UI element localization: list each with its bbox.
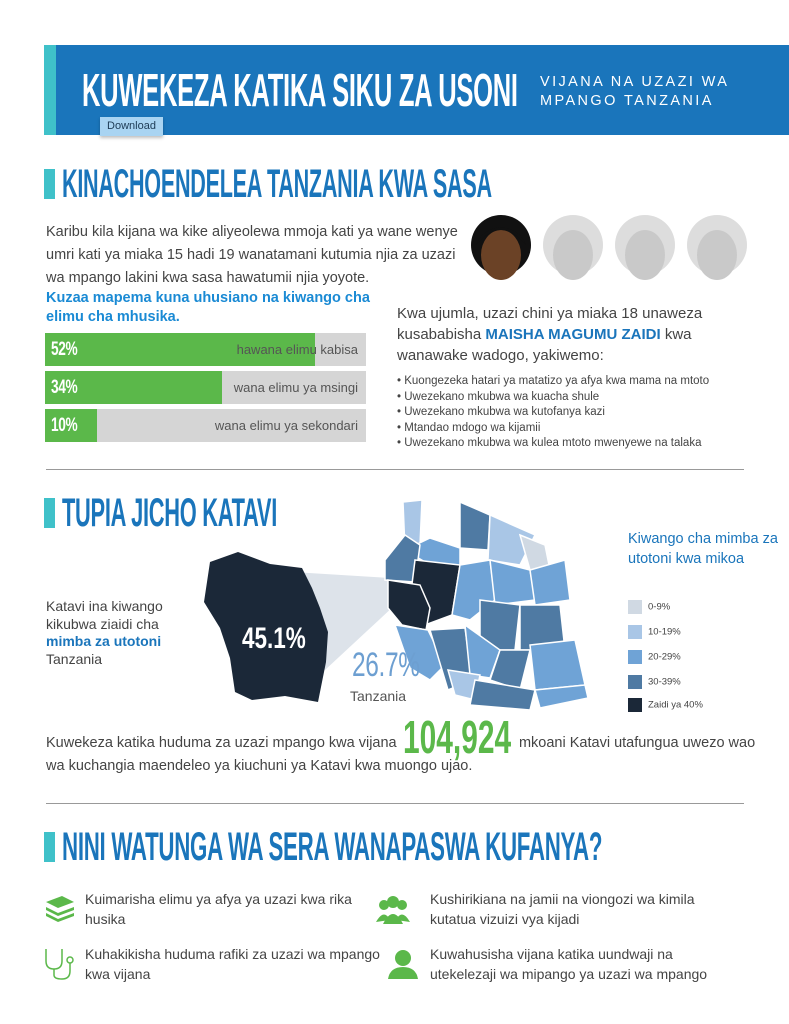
- header-banner: [44, 45, 789, 135]
- legend-item: [628, 698, 703, 712]
- action-item: Kuimarisha elimu ya afya ya uzazi kwa rika husika: [85, 891, 352, 927]
- stethoscope-icon: [42, 947, 76, 981]
- legend-swatch: [628, 650, 642, 664]
- heading-accent: [44, 832, 55, 862]
- legend-item: [628, 650, 681, 664]
- risk-item-text: Uwezekano mkubwa wa kulea mtoto mwenyewe na talaka: [404, 437, 702, 450]
- heading-text: NINI WATUNGA WA SERA WANAPASWA KUFANYA?: [62, 825, 603, 869]
- legend-label: 30-39%: [648, 676, 681, 688]
- legend-label: 20-29%: [648, 651, 681, 663]
- legend-label: 0-9%: [648, 601, 671, 613]
- legend-swatch: [628, 600, 642, 614]
- education-bar: [45, 409, 366, 442]
- face-grey-icon: [614, 215, 676, 285]
- legend-label: Zaidi ya 40%: [648, 699, 703, 711]
- risk-list-item: • Kuongezeka hatari ya matatizo ya afya kwa mama na mtoto: [397, 375, 710, 387]
- risk-text-post: kwa wanawake wadogo, yakiwemo:: [397, 326, 692, 364]
- risk-emphasis: MAISHA MAGUMU ZAIDI: [485, 326, 661, 343]
- tanzania-map: [190, 490, 610, 720]
- katavi-text: [46, 598, 176, 668]
- national-percentage: 26.7%: [352, 646, 420, 684]
- risk-text-pre: Kwa ujumla, uzazi chini ya miaka 18 unaweza kusababisha: [397, 305, 703, 343]
- bar-percentage: 34%: [51, 377, 78, 398]
- subtitle-line: VIJANA NA UZAZI WA: [540, 74, 730, 90]
- bar-percentage: 52%: [51, 339, 78, 360]
- divider: [46, 803, 744, 804]
- bar-label: hawana elimu kabisa: [236, 342, 358, 357]
- legend-swatch: [628, 698, 642, 712]
- youth-count: 104,924: [402, 711, 511, 763]
- heading-text: TUPIA JICHO KATAVI: [62, 491, 277, 535]
- heading-text: KINACHOENDELEA TANZANIA KWA SASA: [62, 162, 492, 206]
- risk-list-item: • Uwezekano mkubwa wa kuacha shule: [397, 390, 600, 403]
- legend-swatch: [628, 675, 642, 689]
- risk-text: [397, 303, 757, 366]
- education-bar: [45, 333, 366, 366]
- risk-list-item: • Uwezekano mkubwa wa kulea mtoto mwenyewe na talaka: [397, 437, 702, 450]
- katavi-emphasis: mimba za utotoni: [46, 633, 162, 649]
- legend-swatch: [628, 625, 642, 639]
- action-item: Kuwahusisha vijana katika uundwaji na utekelezaji wa mipango ya uzazi wa mpango: [430, 946, 708, 982]
- books-icon: [42, 892, 76, 926]
- legend-item: [628, 625, 681, 639]
- katavi-text-post: Tanzania: [46, 650, 103, 667]
- map-region: [520, 535, 550, 570]
- legend-item: [628, 600, 670, 614]
- risk-item-text: Mtandao mdogo wa kijamii: [404, 421, 541, 434]
- page-title: KUWEKEZA KATIKA SIKU ZA USONI: [82, 64, 518, 116]
- download-button[interactable]: Download: [100, 117, 163, 136]
- legend-label: 10-19%: [648, 626, 681, 638]
- face-highlighted-icon: [470, 215, 532, 285]
- risk-list-item: • Mtandao mdogo wa kijamii: [397, 421, 541, 434]
- invest-text-pre: Kuwekeza katika huduma za uzazi mpango kwa vijana: [46, 735, 401, 751]
- person-icon: [386, 947, 420, 981]
- page-subtitle: [540, 73, 729, 111]
- education-bar: [45, 371, 366, 404]
- national-label: Tanzania: [350, 688, 407, 704]
- legend-title: Kiwango cha mimba za utotoni kwa mikoa: [628, 531, 778, 567]
- katavi-percentage: 45.1%: [242, 620, 306, 655]
- bar-percentage: 10%: [51, 415, 78, 436]
- legend-item: [628, 675, 681, 689]
- map-region: [460, 502, 490, 550]
- education-subheading: Kuzaa mapema kuna uhusiano na kiwango cha elimu cha mhusika.: [46, 290, 370, 325]
- face-grey-icon: [686, 215, 748, 285]
- invest-text-post: mkoani Katavi utafungua uwezo wao wa kuchangia maendeleo ya kiuchuni ya Katavi kwa muongo ujao.: [46, 735, 756, 774]
- map-region: [490, 560, 535, 605]
- bar-label: wana elimu ya msingi: [233, 380, 358, 395]
- risk-item-text: Uwezekano mkubwa wa kutofanya kazi: [404, 406, 605, 419]
- intro-text: Karibu kila kijana wa kike aliyeolewa mmoja kati ya wane wenye umri kati ya miaka 15 hadi 19 wanatamani kutumia njia za uzazi wa mpango lakini kwa sasa hawatumii njia yoyote.: [46, 224, 458, 286]
- bar-label: wana elimu ya sekondari: [214, 418, 358, 433]
- accent-strip: [44, 45, 56, 135]
- face-grey-icon: [542, 215, 604, 285]
- katavi-text-pre: Katavi ina kiwango kikubwa ziaidi cha: [46, 598, 163, 632]
- risk-item-text: Uwezekano mkubwa wa kuacha shule: [404, 390, 600, 403]
- divider: [46, 469, 744, 470]
- investment-text: [46, 711, 766, 778]
- action-item: Kushirikiana na jamii na viongozi wa kimila kutatua vizuizi vya kijadi: [430, 891, 695, 927]
- subtitle-line: MPANGO TANZANIA: [540, 93, 714, 109]
- risk-list: [397, 374, 709, 452]
- heading-accent: [44, 498, 55, 528]
- map-region: [470, 680, 535, 710]
- map-legend: [628, 530, 778, 711]
- risk-item-text: Kuongezeka hatari ya matatizo ya afya kwa mama na mtoto: [404, 375, 710, 387]
- action-item: Kuhakikisha huduma rafiki za uzazi wa mpango kwa vijana: [85, 946, 380, 982]
- heading-accent: [44, 169, 55, 199]
- risk-list-item: • Uwezekano mkubwa wa kutofanya kazi: [397, 406, 605, 419]
- map-region: [530, 640, 585, 690]
